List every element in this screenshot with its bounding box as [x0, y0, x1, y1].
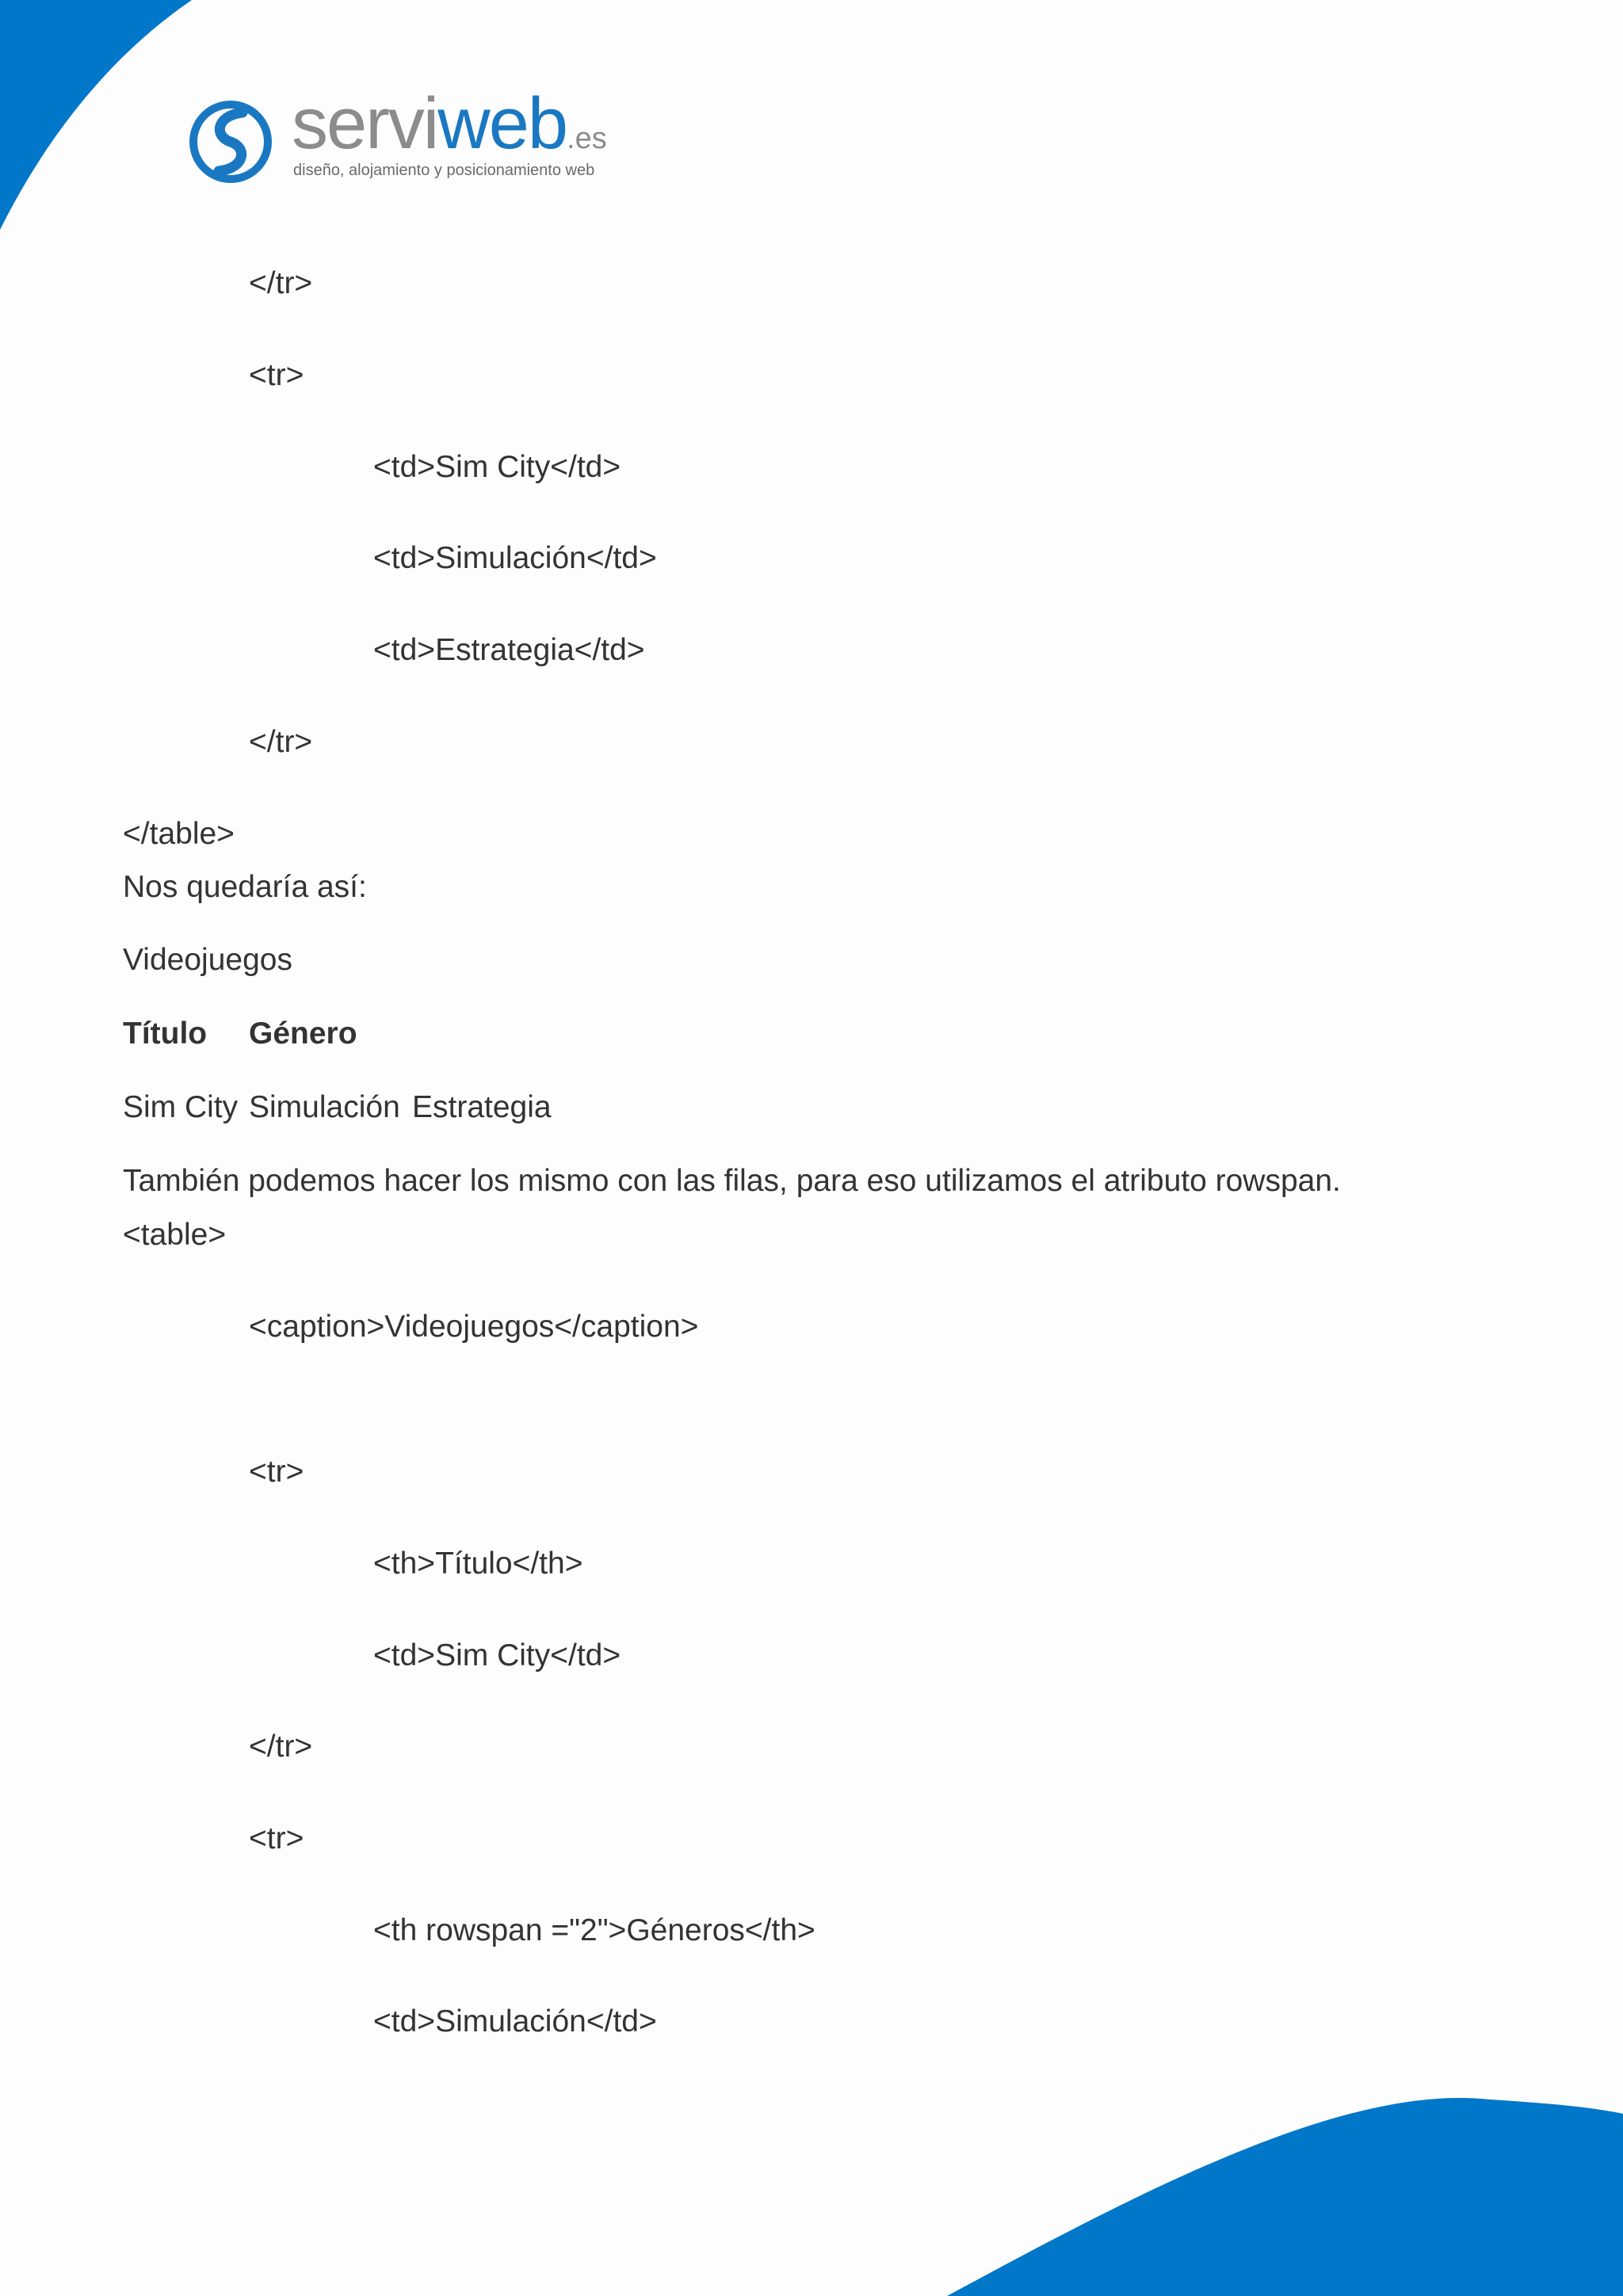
code-line-td-simcity: <td>Sim City</td>	[373, 450, 621, 484]
logo-wordmark	[292, 83, 607, 164]
paragraph-rowspan: También podemos hacer los mismo con las filas, para eso utilizamos el atributo rowspan.	[123, 1164, 1341, 1198]
paragraph-result: Nos quedaría así:	[123, 870, 367, 904]
top-left-swoosh	[0, 0, 192, 230]
table-header-genero: Género	[249, 1016, 357, 1051]
table-cell-simulacion: Simulación	[249, 1090, 400, 1124]
code-line-close-tr: </tr>	[249, 1730, 313, 1764]
serviweb-logo-icon	[187, 98, 274, 185]
table-header-titulo: Título	[123, 1016, 208, 1051]
serviweb-logo	[187, 83, 631, 189]
code-line-td-estrategia: <td>Estrategia</td>	[373, 633, 645, 667]
code-line-td-simulacion: <td>Simulación</td>	[373, 2004, 657, 2039]
code-line-close-tr: </tr>	[249, 725, 313, 759]
logo-suffix: .es	[567, 122, 607, 155]
code-line-caption: <caption>Videojuegos</caption>	[249, 1310, 699, 1344]
code-line-open-tr: <tr>	[249, 1821, 304, 1855]
code-line-open-tr: <tr>	[249, 358, 304, 392]
logo-tagline: diseño, alojamiento y posicionamiento web	[293, 162, 595, 179]
code-line-td-simulacion: <td>Simulación</td>	[373, 541, 657, 575]
logo-word-servi: servi	[292, 83, 438, 164]
bottom-right-swoosh	[947, 2098, 1623, 2296]
logo-word-web: web	[437, 83, 567, 164]
code-line-th-rowspan: <th rowspan ="2">Géneros</th>	[373, 1913, 815, 1947]
code-line-close-tr: </tr>	[249, 266, 313, 300]
code-line-th-titulo: <th>Título</th>	[373, 1547, 583, 1581]
table-caption: Videojuegos	[123, 943, 292, 977]
code-line-close-table: </table>	[123, 817, 235, 851]
code-line-open-tr: <tr>	[249, 1455, 304, 1489]
code-line-td-simcity: <td>Sim City</td>	[373, 1638, 621, 1672]
code-line-open-table: <table>	[123, 1218, 227, 1252]
table-cell-simcity: Sim City	[123, 1090, 239, 1124]
table-cell-estrategia: Estrategia	[412, 1090, 552, 1124]
